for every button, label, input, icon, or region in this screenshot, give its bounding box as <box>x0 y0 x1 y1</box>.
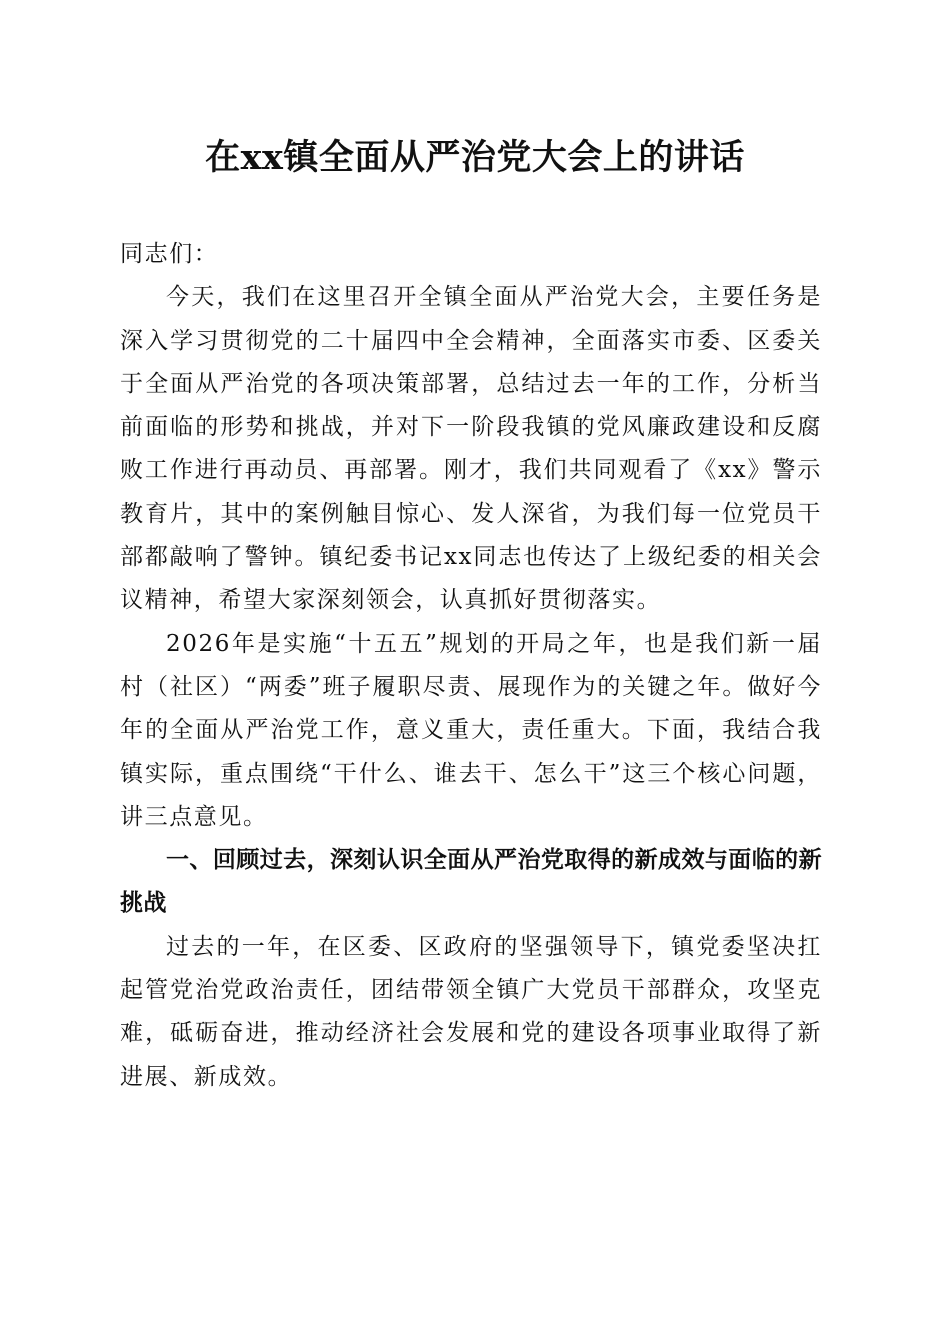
paragraph-context: 2026年是实施“十五五”规划的开局之年，也是我们新一届村（社区）“两委”班子履职尽责、展现作为的关键之年。做好今年的全面从严治党工作，意义重大，责任重大。下面，我结合我镇实际，重点围绕“干什么、谁去干、怎么干”这三个核心问题，讲三点意见。 <box>120 630 822 830</box>
paragraph-opening: 今天，我们在这里召开全镇全面从严治党大会，主要任务是深入学习贯彻党的二十届四中全会精神，全面落实市委、区委关于全面从严治党的各项决策部署，总结过去一年的工作，分析当前面临的形势和挑战，并对下一阶段我镇的党风廉政建设和反腐败工作进行再动员、再部署。刚才，我们共同观看了《xx》警示教育片，其中的案例触目惊心、发人深省，为我们每一位党员干部都敲响了警钟。镇纪委书记xx同志也传达了上级纪委的相关会议精神，希望大家深刻领会，认真抓好贯彻落实。 <box>120 284 822 614</box>
paragraph-section-1: 过去的一年，在区委、区政府的坚强领导下，镇党委坚决扛起管党治党政治责任，团结带领全镇广大党员干部群众，攻坚克难，砥砺奋进，推动经济社会发展和党的建设各项事业取得了新进展、新成效。 <box>120 933 822 1090</box>
document-body <box>120 233 822 1099</box>
salutation: 同志们： <box>120 241 219 267</box>
section-heading-1: 一、回顾过去，深刻认识全面从严治党取得的新成效与面临的新挑战 <box>120 847 822 917</box>
document-title: 在xx镇全面从严治党大会上的讲话 <box>205 137 745 178</box>
